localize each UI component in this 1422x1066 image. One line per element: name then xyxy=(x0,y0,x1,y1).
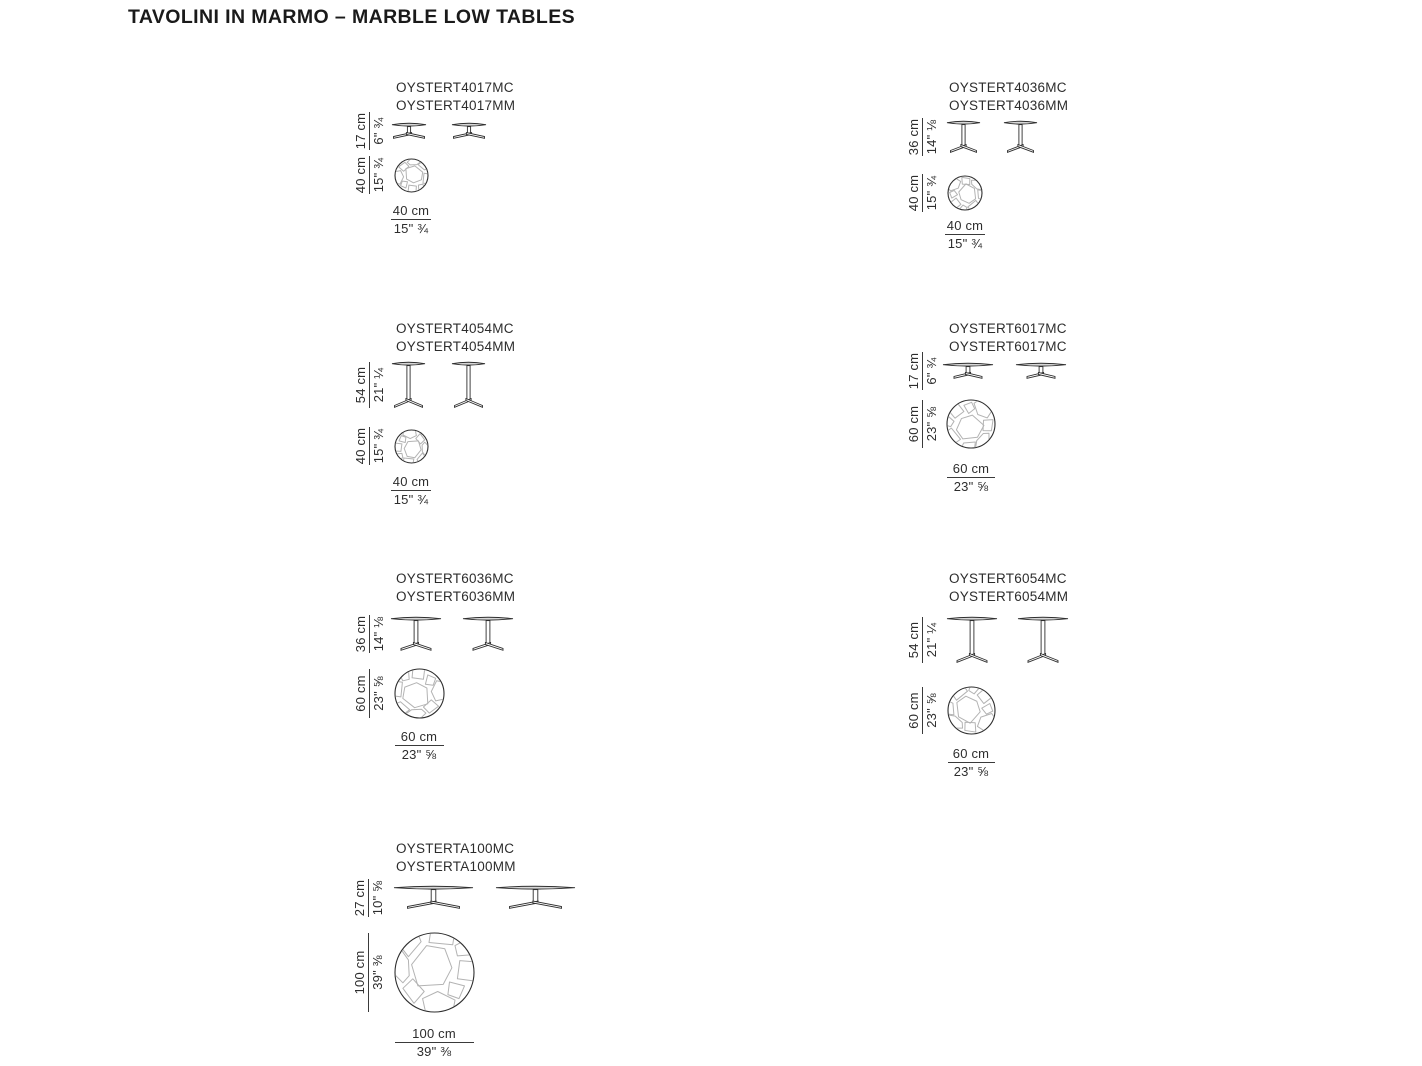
diameter-dimension-label-fraction xyxy=(353,156,385,194)
product-code: OYSTERT6054MC xyxy=(949,571,1067,586)
product-code: OYSTERT6036MC xyxy=(396,571,514,586)
product-codes xyxy=(949,320,1067,355)
table-side-view-drawing xyxy=(495,885,576,910)
table-top-view-drawing xyxy=(393,931,476,1014)
table-side-view-svg xyxy=(495,885,576,910)
product-codes xyxy=(949,79,1068,114)
table-side-view-drawing xyxy=(391,361,426,409)
table-side-view-drawing xyxy=(451,122,487,140)
table-side-view-svg xyxy=(390,616,442,652)
diameter-dimension-label-metric: 100 cm xyxy=(352,933,369,1012)
table-top-view-drawing xyxy=(393,157,430,194)
table-side-view-drawing xyxy=(1003,120,1038,154)
table-side-view-drawing xyxy=(1017,616,1069,664)
diameter-dimension-label-fraction xyxy=(906,174,938,212)
table-side-view-svg xyxy=(1015,362,1067,380)
diameter-bottom-imperial: 23" ⅝ xyxy=(401,747,437,762)
table-side-view-svg xyxy=(1017,616,1069,664)
table-top-view-svg xyxy=(946,174,984,212)
table-side-view-drawing xyxy=(391,122,427,140)
diameter-dimension-label xyxy=(353,427,385,465)
page-title: TAVOLINI IN MARMO – MARBLE LOW TABLES xyxy=(128,6,576,28)
product-codes xyxy=(396,570,515,605)
table-side-view-svg xyxy=(391,361,426,409)
diameter-bottom-imperial: 15" ¾ xyxy=(393,492,429,507)
diameter-bottom-imperial: 15" ¾ xyxy=(947,236,983,251)
table-side-view-svg xyxy=(946,616,998,664)
height-dimension-label-metric: 36 cm xyxy=(906,118,921,156)
height-dimension-label-fraction xyxy=(906,617,938,663)
table-side-view-svg xyxy=(451,361,486,409)
product-code: OYSTERT4017MC xyxy=(396,80,514,95)
height-dimension-label-imperial: 6" ¾ xyxy=(371,117,386,145)
height-dimension-label-fraction xyxy=(353,362,385,408)
height-dimension-label-fraction xyxy=(352,879,384,917)
height-dimension-label-imperial: 21" ¼ xyxy=(924,622,939,658)
diameter-bottom-metric: 40 cm xyxy=(946,218,984,233)
diameter-bottom-label xyxy=(391,474,431,508)
height-dimension-label xyxy=(906,617,938,663)
diameter-dimension-label-metric: 40 cm xyxy=(906,174,921,212)
table-top-view-svg xyxy=(393,667,446,720)
diameter-bottom-imperial: 23" ⅝ xyxy=(953,479,989,494)
diameter-bottom-label xyxy=(395,1026,474,1060)
diameter-bottom-metric: 100 cm xyxy=(395,1026,474,1043)
diameter-bottom-metric: 60 cm xyxy=(947,461,995,478)
product-code: OYSTERT6017MC xyxy=(949,338,1067,354)
height-dimension-label-imperial: 10" ⅝ xyxy=(370,880,385,915)
diameter-dimension-label xyxy=(906,400,938,448)
height-dimension-label xyxy=(352,879,384,917)
product-code: OYSTERTA100MC xyxy=(396,841,515,856)
product-code: OYSTERT6017MC xyxy=(949,321,1067,336)
product-code: OYSTERT4054MC xyxy=(396,321,514,336)
height-dimension-label-metric: 17 cm xyxy=(353,112,368,150)
diameter-bottom-metric: 60 cm xyxy=(948,746,995,763)
table-side-view-drawing xyxy=(393,885,474,910)
product-codes xyxy=(949,570,1068,605)
diameter-dimension-label-metric: 60 cm xyxy=(906,400,923,448)
diameter-bottom-metric: 60 cm xyxy=(395,729,444,746)
table-top-view-svg xyxy=(945,398,997,450)
height-dimension-label-fraction xyxy=(906,352,938,390)
diameter-bottom-metric: 40 cm xyxy=(392,474,430,489)
diameter-dimension-label-fraction xyxy=(352,933,384,1012)
diameter-dimension-label-fraction xyxy=(906,687,938,734)
table-side-view-svg xyxy=(462,616,514,652)
diameter-dimension-label-metric: 40 cm xyxy=(353,427,368,465)
height-dimension-label xyxy=(353,615,385,653)
diameter-bottom-label xyxy=(391,203,431,237)
table-side-view-drawing xyxy=(946,616,998,664)
product-code: OYSTERT4036MM xyxy=(949,97,1069,113)
product-codes xyxy=(396,840,516,875)
product-code: OYSTERT4054MM xyxy=(396,338,516,354)
diameter-dimension-label-imperial: 39" ⅜ xyxy=(370,954,385,990)
table-top-view-svg xyxy=(393,157,430,194)
height-dimension-label-fraction xyxy=(353,615,385,653)
height-dimension-label-metric: 54 cm xyxy=(906,617,923,663)
diameter-bottom-metric: 40 cm xyxy=(392,203,430,218)
table-side-view-drawing xyxy=(946,120,981,154)
table-side-view-drawing xyxy=(451,361,486,409)
diameter-bottom-imperial: 15" ¾ xyxy=(393,221,429,236)
diameter-dimension-label xyxy=(353,669,385,718)
diameter-dimension-label xyxy=(906,174,938,212)
table-side-view-drawing xyxy=(390,616,442,652)
height-dimension-label-imperial: 14" ⅛ xyxy=(371,616,386,652)
table-top-view-svg xyxy=(393,428,430,465)
height-dimension-label-metric: 27 cm xyxy=(352,879,367,916)
table-top-view-drawing xyxy=(946,174,984,212)
diameter-dimension-label-fraction xyxy=(353,427,385,465)
diameter-bottom-imperial: 39" ⅜ xyxy=(416,1044,452,1059)
diameter-dimension-label-metric: 60 cm xyxy=(353,669,370,718)
diameter-bottom-label xyxy=(395,729,444,763)
table-top-view-svg xyxy=(946,685,997,736)
product-codes xyxy=(396,320,515,355)
product-code: OYSTERT4017MM xyxy=(396,97,516,113)
diameter-dimension-label-imperial: 15" ¾ xyxy=(371,157,386,193)
height-dimension-label-metric: 54 cm xyxy=(353,362,370,408)
table-top-view-drawing xyxy=(945,398,997,450)
diameter-dimension-label-fraction xyxy=(353,669,385,718)
diameter-dimension-label-imperial: 15" ¾ xyxy=(371,428,386,464)
diameter-dimension-label-imperial: 23" ⅝ xyxy=(371,675,386,711)
diameter-dimension-label-metric: 40 cm xyxy=(353,156,368,194)
product-code: OYSTERT6054MM xyxy=(949,588,1069,604)
table-side-view-svg xyxy=(1003,120,1038,154)
product-code: OYSTERT6036MM xyxy=(396,588,516,604)
diameter-dimension-label-imperial: 23" ⅝ xyxy=(924,692,939,728)
height-dimension-label xyxy=(906,118,938,156)
product-code: OYSTERT4036MC xyxy=(949,80,1067,95)
diameter-dimension-label-metric: 60 cm xyxy=(906,687,923,734)
height-dimension-label-fraction xyxy=(353,112,385,150)
table-top-view-drawing xyxy=(393,428,430,465)
height-dimension-label-imperial: 21" ¼ xyxy=(371,367,386,403)
diameter-bottom-label xyxy=(947,461,995,495)
height-dimension-label xyxy=(353,112,385,150)
table-side-view-svg xyxy=(946,120,981,154)
table-side-view-svg xyxy=(451,122,487,140)
height-dimension-label-fraction xyxy=(906,118,938,156)
diameter-dimension-label xyxy=(906,687,938,734)
diameter-bottom-imperial: 23" ⅝ xyxy=(953,764,989,779)
height-dimension-label xyxy=(906,352,938,390)
height-dimension-label-imperial: 14" ⅛ xyxy=(924,119,939,155)
table-top-view-drawing xyxy=(393,667,446,720)
diameter-dimension-label xyxy=(352,933,384,1012)
diameter-dimension-label-fraction xyxy=(906,400,938,448)
diameter-bottom-label xyxy=(945,218,985,252)
height-dimension-label xyxy=(353,362,385,408)
table-side-view-svg xyxy=(393,885,474,910)
table-top-view-svg xyxy=(393,931,476,1014)
table-side-view-drawing xyxy=(1015,362,1067,380)
diameter-bottom-label xyxy=(948,746,995,780)
table-side-view-drawing xyxy=(462,616,514,652)
table-top-view-drawing xyxy=(946,685,997,736)
diameter-dimension-label xyxy=(353,156,385,194)
table-side-view-drawing xyxy=(942,362,994,380)
product-codes xyxy=(396,79,515,114)
diameter-dimension-label-imperial: 23" ⅝ xyxy=(924,406,939,442)
table-side-view-svg xyxy=(942,362,994,380)
table-side-view-svg xyxy=(391,122,427,140)
diameter-dimension-label-imperial: 15" ¾ xyxy=(924,175,939,211)
height-dimension-label-metric: 17 cm xyxy=(906,352,921,390)
height-dimension-label-metric: 36 cm xyxy=(353,615,368,653)
height-dimension-label-imperial: 6" ¾ xyxy=(924,357,939,385)
product-code: OYSTERTA100MM xyxy=(396,858,516,874)
